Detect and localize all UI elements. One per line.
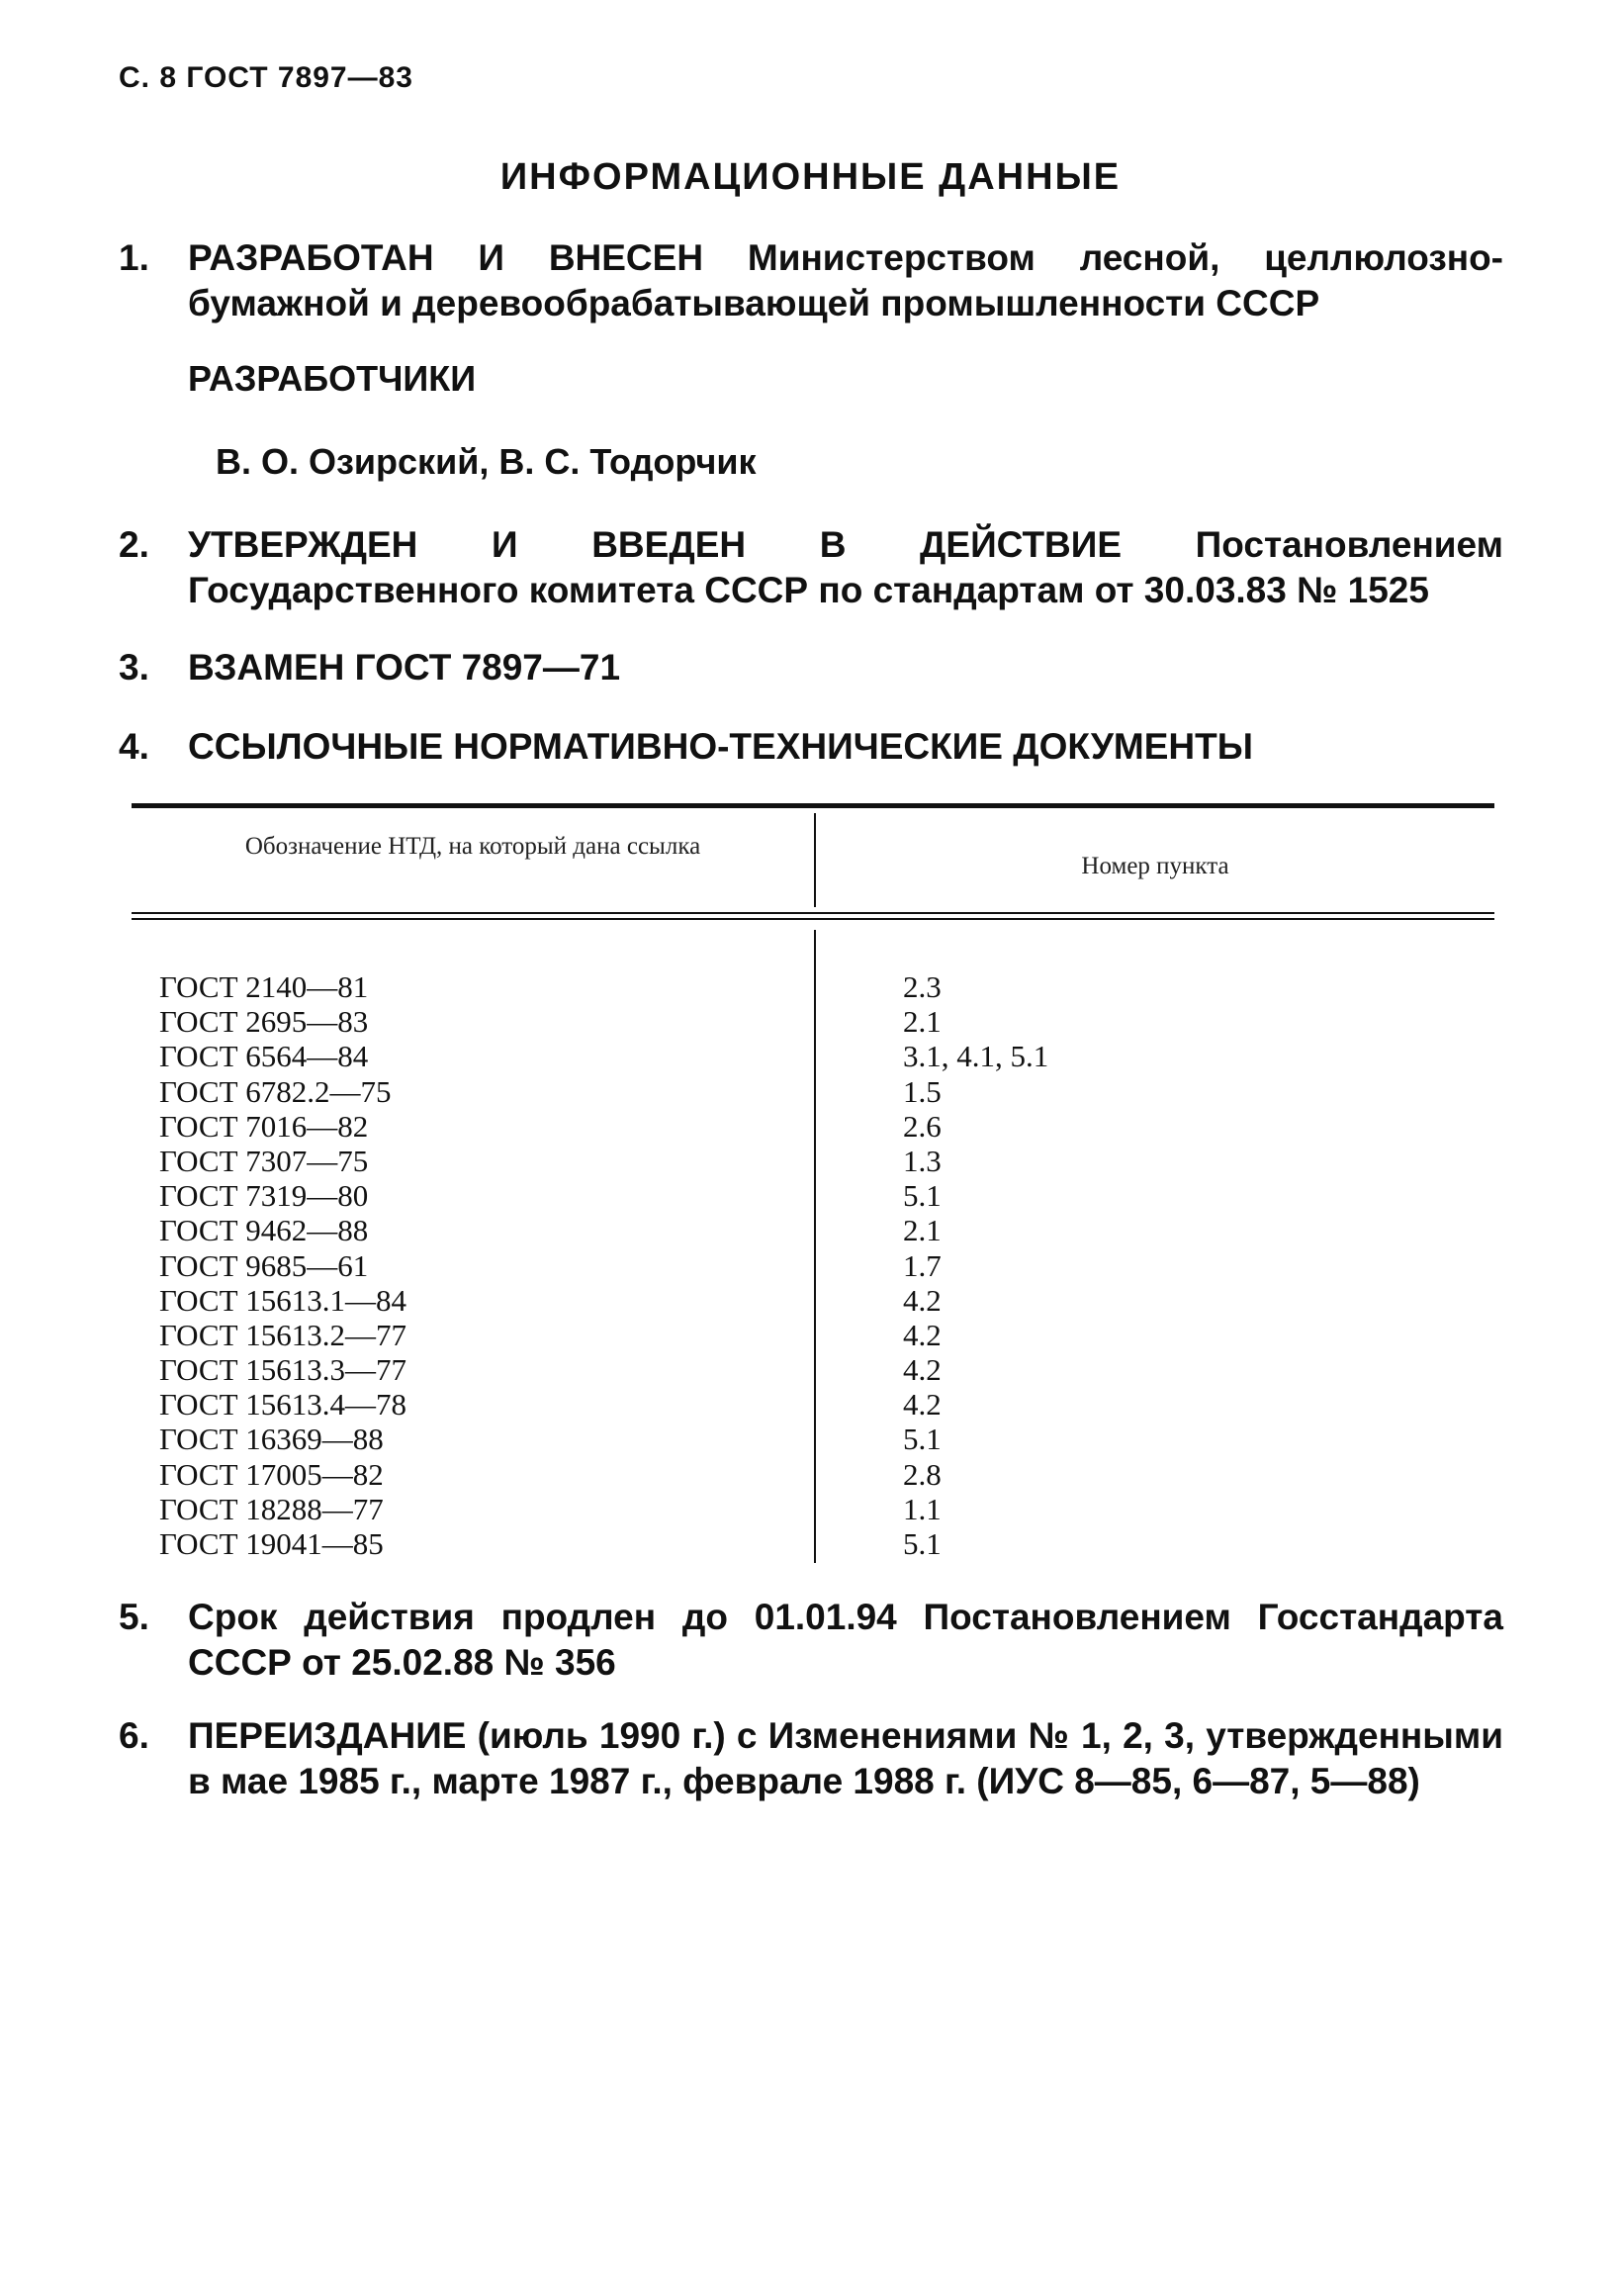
info-item-3 xyxy=(119,645,1503,690)
table-cell-clause: 2.1 xyxy=(903,1213,942,1248)
table-header-doc: Обозначение НТД, на который дана ссылка xyxy=(244,833,701,860)
item-text: ВЗАМЕН ГОСТ 7897—71 xyxy=(188,647,621,688)
item-number: 4. xyxy=(119,726,149,767)
table-cell-clause: 5.1 xyxy=(903,1422,942,1457)
table-cell-clause: 1.3 xyxy=(903,1143,942,1178)
table-clause-column xyxy=(903,969,1457,1561)
table-cell-clause: 1.5 xyxy=(903,1073,942,1109)
table-cell-doc: ГОСТ 2695—83 xyxy=(159,1004,369,1040)
info-item-2 xyxy=(119,522,1503,613)
table-cell-doc: ГОСТ 2140—81 xyxy=(159,969,369,1004)
table-doc-column xyxy=(159,969,792,1561)
item-text: ПЕРЕИЗДАНИЕ (июль 1990 г.) с Изменениями № 1, 2, 3, утвержденными в мае 1985 г., марте 1987 г., феврале 1988 г. (ИУС 8—85, 6—87, 5—88) xyxy=(188,1715,1503,1801)
table-cell-doc: ГОСТ 7016—82 xyxy=(159,1108,369,1144)
table-top-rule xyxy=(132,803,1494,808)
item-number: 3. xyxy=(119,647,149,688)
item-text: РАЗРАБОТАН И ВНЕСЕН Министерством лесной, целлюлозно-бумажной и деревообрабатывающей промышленности СССР xyxy=(188,237,1503,323)
item-text: ССЫЛОЧНЫЕ НОРМАТИВНО-ТЕХНИЧЕСКИЕ ДОКУМЕНТЫ xyxy=(188,726,1253,767)
developers-names: В. О. Озирский, В. С. Тодорчик xyxy=(216,441,757,482)
table-cell-doc: ГОСТ 9462—88 xyxy=(159,1213,369,1248)
item-number: 5. xyxy=(119,1597,149,1637)
table-header-rule xyxy=(132,912,1494,914)
info-item-4 xyxy=(119,724,1503,770)
table-cell-doc: ГОСТ 17005—82 xyxy=(159,1456,384,1492)
table-cell-doc: ГОСТ 15613.3—77 xyxy=(159,1352,407,1388)
info-item-5 xyxy=(119,1595,1503,1686)
table-cell-clause: 1.1 xyxy=(903,1491,942,1526)
table-cell-doc: ГОСТ 15613.2—77 xyxy=(159,1317,407,1352)
table-header-divider xyxy=(814,813,816,907)
table-cell-doc: ГОСТ 7319—80 xyxy=(159,1178,369,1214)
table-cell-clause: 5.1 xyxy=(903,1178,942,1214)
table-cell-doc: ГОСТ 9685—61 xyxy=(159,1247,369,1283)
item-number: 1. xyxy=(119,237,149,278)
reference-table xyxy=(132,803,1494,1565)
table-header-clause: Номер пункта xyxy=(1081,853,1229,879)
page-header: С. 8 ГОСТ 7897—83 xyxy=(119,61,413,94)
table-cell-doc: ГОСТ 6564—84 xyxy=(159,1039,369,1074)
table-cell-clause: 5.1 xyxy=(903,1526,942,1561)
page-title: ИНФОРМАЦИОННЫЕ ДАННЫЕ xyxy=(499,156,1122,198)
item-text: Срок действия продлен до 01.01.94 Постановлением Госстандарта СССР от 25.02.88 № 356 xyxy=(188,1597,1503,1683)
table-cell-clause: 1.7 xyxy=(903,1247,942,1283)
table-cell-clause: 2.6 xyxy=(903,1108,942,1144)
table-cell-clause: 4.2 xyxy=(903,1317,942,1352)
info-item-1 xyxy=(119,235,1503,326)
item-number: 6. xyxy=(119,1715,149,1756)
item-text: УТВЕРЖДЕН И ВВЕДЕН В ДЕЙСТВИЕ Постановлением Государственного комитета СССР по стандартам от 30.03.83 № 1525 xyxy=(188,524,1503,610)
table-cell-clause: 3.1, 4.1, 5.1 xyxy=(903,1039,1049,1074)
developers-label: РАЗРАБОТЧИКИ xyxy=(188,358,477,399)
table-cell-clause: 2.3 xyxy=(903,969,942,1004)
table-cell-doc: ГОСТ 7307—75 xyxy=(159,1143,369,1178)
table-cell-doc: ГОСТ 6782.2—75 xyxy=(159,1073,392,1109)
table-cell-doc: ГОСТ 15613.4—78 xyxy=(159,1387,407,1423)
table-cell-doc: ГОСТ 15613.1—84 xyxy=(159,1282,407,1318)
table-cell-clause: 4.2 xyxy=(903,1282,942,1318)
table-cell-clause: 2.8 xyxy=(903,1456,942,1492)
table-cell-clause: 4.2 xyxy=(903,1387,942,1423)
table-cell-clause: 4.2 xyxy=(903,1352,942,1388)
table-column-divider xyxy=(814,930,816,1563)
table-cell-doc: ГОСТ 18288—77 xyxy=(159,1491,384,1526)
table-cell-doc: ГОСТ 16369—88 xyxy=(159,1422,384,1457)
table-header-rule xyxy=(132,918,1494,920)
item-number: 2. xyxy=(119,524,149,565)
info-item-6 xyxy=(119,1713,1503,1804)
table-cell-clause: 2.1 xyxy=(903,1004,942,1040)
table-cell-doc: ГОСТ 19041—85 xyxy=(159,1526,384,1561)
